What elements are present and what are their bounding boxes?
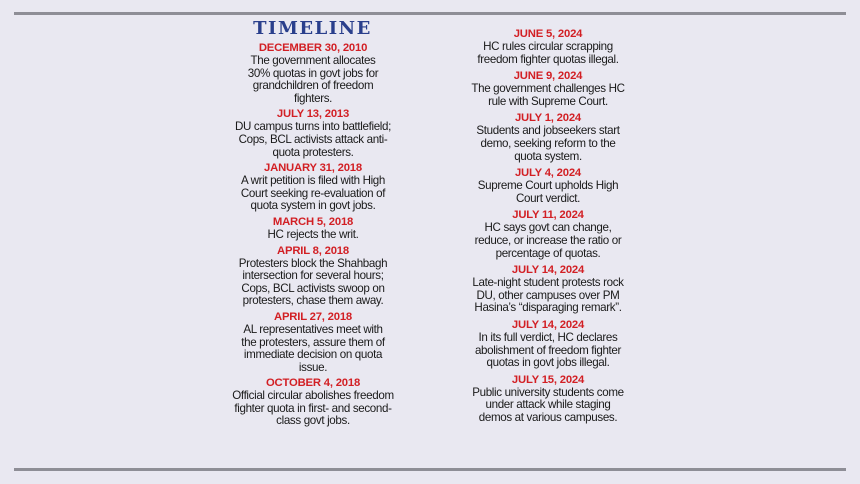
- event-description: Supreme Court upholds High Court verdict.: [477, 179, 619, 205]
- timeline-title: TIMELINE: [253, 18, 372, 39]
- event-date: JANUARY 31, 2018: [264, 162, 362, 175]
- event-description: Official circular abolishes freedom fighter quota in first- and second- class govt jobs.: [232, 389, 394, 428]
- timeline-event: [438, 374, 658, 425]
- event-date: JUNE 9, 2024: [513, 70, 583, 83]
- event-description: In its full verdict, HC declares abolishment of freedom fighter quotas in govt jobs illegal.: [474, 330, 622, 370]
- event-description: DU campus turns into battlefield; Cops, BCL activists attack anti- quota protesters.: [235, 120, 391, 159]
- event-date: JUNE 5, 2024: [513, 28, 583, 40]
- timeline-event: [438, 209, 658, 260]
- timeline-event: [438, 112, 658, 163]
- event-date: APRIL 27, 2018: [274, 310, 352, 323]
- event-date: JULY 13, 2013: [276, 108, 350, 121]
- timeline-event: [203, 216, 423, 242]
- event-date: JULY 1, 2024: [514, 112, 582, 125]
- event-date: JULY 11, 2024: [512, 209, 584, 222]
- timeline-event: [203, 245, 423, 308]
- event-description: HC says govt can change, reduce, or increase the ratio or percentage of quotas.: [474, 221, 622, 260]
- timeline-event: [438, 167, 658, 205]
- timeline-event: [438, 319, 658, 370]
- timeline-event: [438, 70, 658, 108]
- timeline-event: [203, 162, 423, 213]
- event-description: AL representatives meet with the protesters, assure them of immediate decision on quota issue.: [241, 322, 385, 374]
- event-date: JULY 14, 2024: [511, 264, 585, 277]
- timeline-event: [203, 377, 423, 428]
- timeline-event: [203, 108, 423, 159]
- top-rule: [14, 12, 846, 15]
- event-description: The government allocates 30% quotas in govt jobs for grandchildren of freedom fighters.: [247, 54, 379, 105]
- event-date: JULY 15, 2024: [511, 373, 585, 386]
- event-description: A writ petition is filed with High Court seeking re-evaluation of quota system in govt jobs.: [240, 174, 386, 213]
- event-description: Students and jobseekers start demo, seeking reform to the quota system.: [476, 124, 620, 163]
- timeline-column-left: [203, 42, 423, 431]
- event-description: Late-night student protests rock DU, other campuses over PM Hasina’s “disparaging remark”.: [472, 276, 624, 315]
- event-description: Public university students come under attack while staging demos at various campuses.: [472, 385, 624, 424]
- event-description: HC rejects the writ.: [267, 227, 359, 241]
- event-date: OCTOBER 4, 2018: [265, 377, 361, 390]
- event-date: DECEMBER 30, 2010: [258, 42, 368, 54]
- event-description: HC rules circular scrapping freedom fighter quotas illegal.: [477, 40, 619, 66]
- event-date: JULY 4, 2024: [514, 167, 582, 180]
- timeline-event: [203, 311, 423, 374]
- event-description: Protesters block the Shahbagh intersection for several hours; Cops, BCL activists swoop on protesters, chase them away.: [238, 256, 388, 308]
- bottom-rule: [14, 468, 846, 471]
- timeline-column-right: [438, 28, 658, 428]
- timeline-event: [438, 28, 658, 66]
- event-date: APRIL 8, 2018: [277, 244, 349, 257]
- event-description: The government challenges HC rule with Supreme Court.: [471, 82, 625, 108]
- timeline-event: [438, 264, 658, 315]
- event-date: MARCH 5, 2018: [272, 215, 354, 228]
- event-date: JULY 14, 2024: [511, 318, 585, 331]
- timeline-event: [203, 42, 423, 105]
